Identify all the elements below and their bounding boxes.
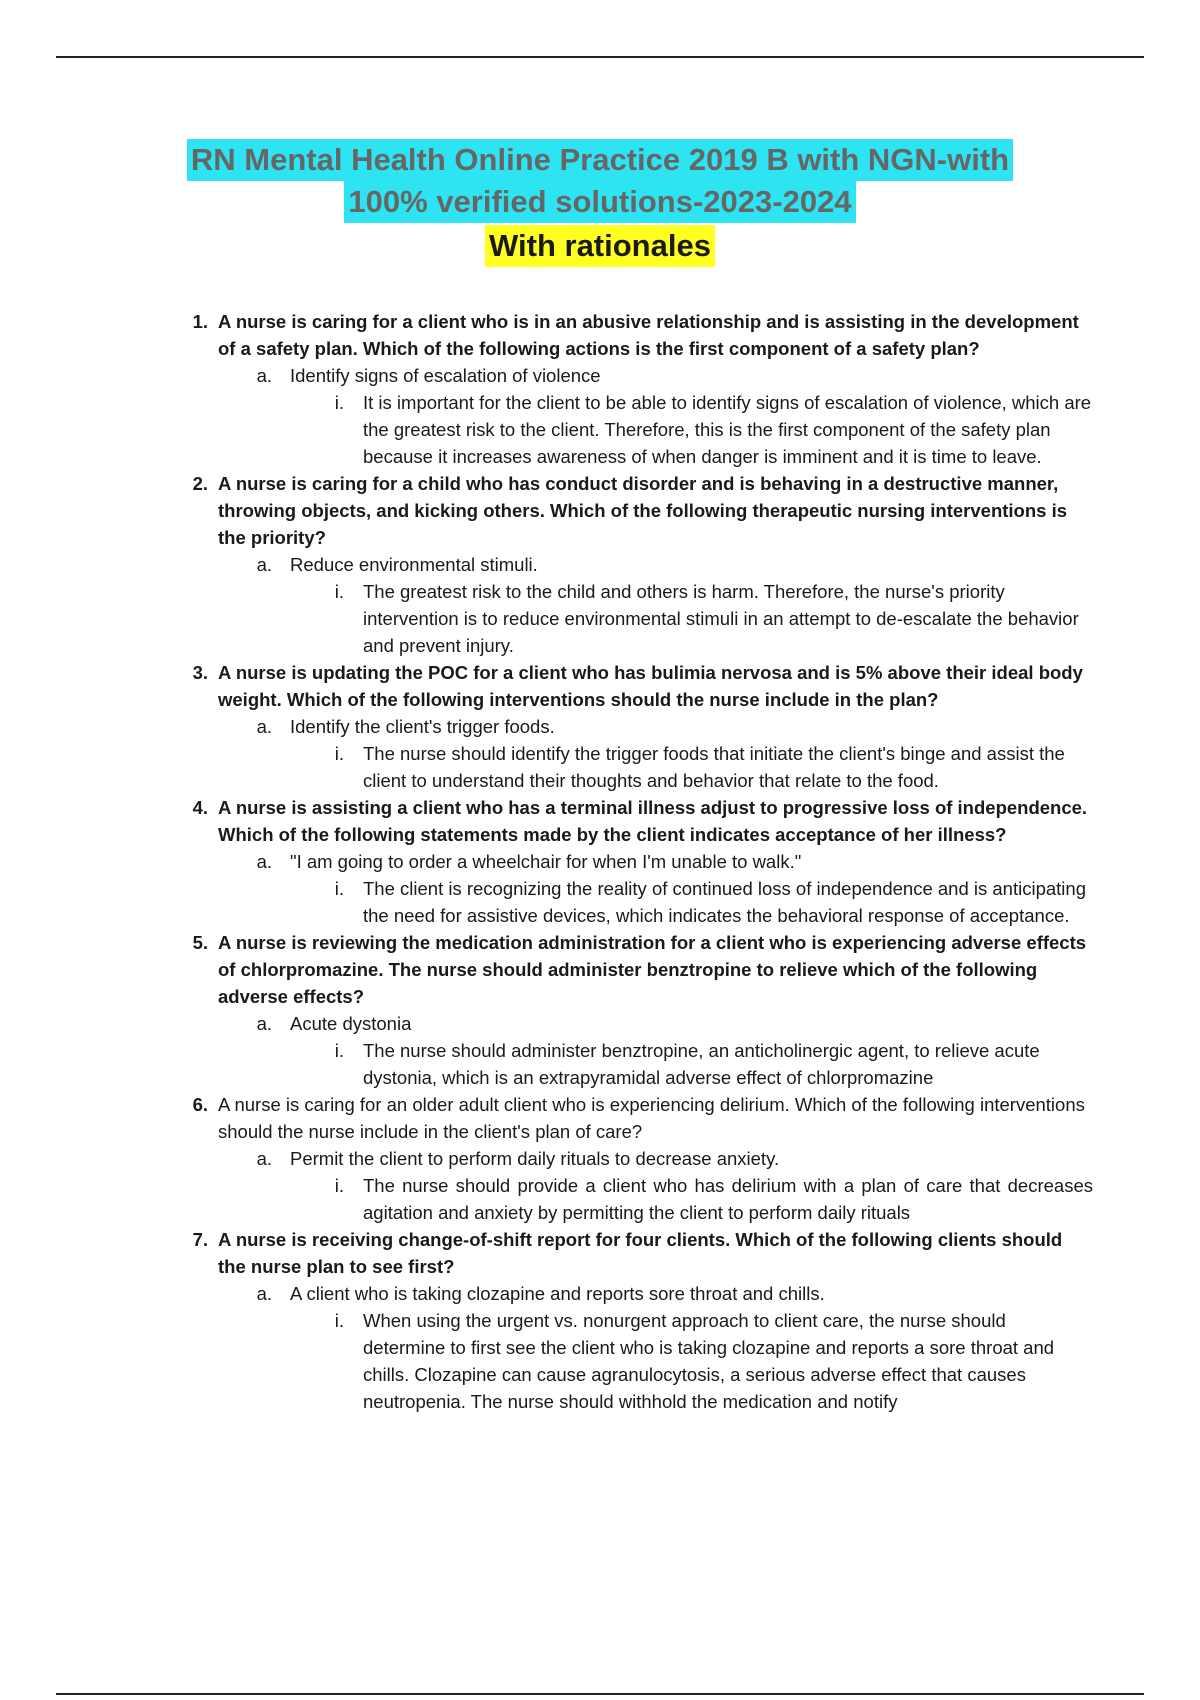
rationale-text: The nurse should provide a client who has delirium with a plan of care that decreases agitation and anxiety by permitting the client to perform daily rituals	[363, 1175, 1093, 1223]
answer-letter: a.	[256, 365, 272, 386]
rationale-number: i.	[334, 392, 344, 413]
document-title	[0, 139, 1200, 267]
rationale	[0, 578, 1200, 659]
bottom-rule	[56, 1693, 1144, 1695]
answer-text: Reduce environmental stimuli.	[290, 554, 538, 575]
rationale	[0, 1172, 1200, 1226]
question-4	[0, 794, 1200, 929]
answer	[0, 1280, 1200, 1307]
answer	[0, 848, 1200, 875]
question-text: A nurse is assisting a client who has a terminal illness adjust to progressive loss of independence. Which of the following statements made by the client indicates acceptance of her illness?	[218, 797, 1088, 845]
question-number: 1.	[192, 311, 208, 332]
answer-text: Acute dystonia	[290, 1013, 412, 1034]
question-text: A nurse is updating the POC for a client who has bulimia nervosa and is 5% above their ideal body weight. Which of the following interventions should the nurse include in the plan?	[218, 662, 1083, 710]
title-line-3: With rationales	[485, 225, 715, 267]
rationale-number: i.	[334, 1040, 344, 1061]
rationale-text: The nurse should administer benztropine, an anticholinergic agent, to relieve acute dystonia, which is an extrapyramidal adverse effect of chlorpromazine	[363, 1040, 1040, 1088]
question-number: 6.	[192, 1094, 208, 1115]
rationale	[0, 875, 1200, 929]
answer-letter: a.	[256, 851, 272, 872]
question-number: 3.	[192, 662, 208, 683]
question-number: 5.	[192, 932, 208, 953]
rationale	[0, 740, 1200, 794]
question-text: A nurse is caring for an older adult client who is experiencing delirium. Which of the following interventions should the nurse include in the client's plan of care?	[218, 1094, 1085, 1142]
rationale	[0, 1037, 1200, 1091]
answer	[0, 1010, 1200, 1037]
question-text: A nurse is caring for a client who is in an abusive relationship and is assisting in the development of a safety plan. Which of the following actions is the first component of a safety plan?	[218, 311, 1079, 359]
rationale-number: i.	[334, 878, 344, 899]
answer	[0, 1145, 1200, 1172]
rationale	[0, 389, 1200, 470]
answer-text: "I am going to order a wheelchair for when I'm unable to walk."	[290, 851, 802, 872]
question-3	[0, 659, 1200, 794]
title-line-2: 100% verified solutions-2023-2024	[344, 181, 855, 223]
answer-letter: a.	[256, 1148, 272, 1169]
answer-text: A client who is taking clozapine and reports sore throat and chills.	[290, 1283, 825, 1304]
answer-letter: a.	[256, 554, 272, 575]
question-number: 4.	[192, 797, 208, 818]
rationale-text: The nurse should identify the trigger foods that initiate the client's binge and assist the client to understand their thoughts and behavior that relate to the food.	[363, 743, 1065, 791]
question-number: 2.	[192, 473, 208, 494]
answer	[0, 713, 1200, 740]
question-text: A nurse is receiving change-of-shift report for four clients. Which of the following clients should the nurse plan to see first?	[218, 1229, 1063, 1277]
answer	[0, 551, 1200, 578]
rationale-number: i.	[334, 1310, 344, 1331]
rationale-text: The client is recognizing the reality of continued loss of independence and is anticipating the need for assistive devices, which indicates the behavioral response of acceptance.	[363, 878, 1086, 926]
question-text: A nurse is reviewing the medication administration for a client who is experiencing adverse effects of chlorpromazine. The nurse should administer benztropine to relieve which of the following adverse effects?	[218, 932, 1087, 1007]
question-text: A nurse is caring for a child who has conduct disorder and is behaving in a destructive manner, throwing objects, and kicking others. Which of the following therapeutic nursing interventions is the priority?	[218, 473, 1068, 548]
question-1	[0, 308, 1200, 470]
rationale-number: i.	[334, 581, 344, 602]
rationale-number: i.	[334, 1175, 344, 1196]
top-rule	[56, 56, 1144, 58]
question-6	[0, 1091, 1200, 1226]
answer-letter: a.	[256, 1013, 272, 1034]
question-list	[0, 308, 1200, 1415]
answer-letter: a.	[256, 1283, 272, 1304]
question-2	[0, 470, 1200, 659]
answer-text: Permit the client to perform daily rituals to decrease anxiety.	[290, 1148, 780, 1169]
answer	[0, 362, 1200, 389]
rationale-text: When using the urgent vs. nonurgent approach to client care, the nurse should determine to first see the client who is taking clozapine and reports a sore throat and chills. Clozapine can cause agranulocytosis, a serious adverse effect that causes neutropenia. The nurse should withhold the medication and notify	[363, 1310, 1055, 1412]
answer-text: Identify the client's trigger foods.	[290, 716, 555, 737]
question-7	[0, 1226, 1200, 1415]
answer-letter: a.	[256, 716, 272, 737]
rationale-number: i.	[334, 743, 344, 764]
answer-text: Identify signs of escalation of violence	[290, 365, 601, 386]
question-number: 7.	[192, 1229, 208, 1250]
rationale	[0, 1307, 1200, 1415]
question-5	[0, 929, 1200, 1091]
rationale-text: The greatest risk to the child and others is harm. Therefore, the nurse's priority intervention is to reduce environmental stimuli in an attempt to de-escalate the behavior and prevent injury.	[363, 581, 1079, 656]
title-line-1: RN Mental Health Online Practice 2019 B with NGN-with	[187, 139, 1013, 181]
rationale-text: It is important for the client to be able to identify signs of escalation of violence, which are the greatest risk to the client. Therefore, this is the first component of the safety plan because it increases awareness of when danger is imminent and it is time to leave.	[363, 392, 1092, 467]
